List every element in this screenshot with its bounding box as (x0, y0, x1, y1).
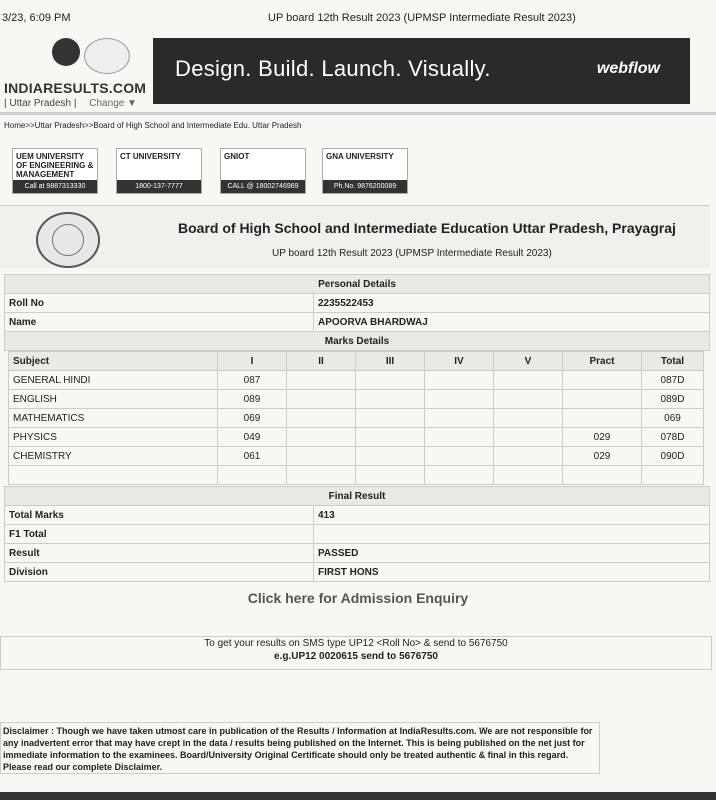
marks-cell (356, 371, 425, 390)
result-value: PASSED (314, 544, 710, 563)
marks-cell: 049 (218, 428, 287, 447)
marks-cell (218, 466, 287, 485)
marks-cell (287, 371, 356, 390)
banner-tagline: Design. Build. Launch. Visually. (175, 56, 491, 81)
col-pract: Pract (563, 352, 642, 371)
marks-cell (287, 447, 356, 466)
subject-cell: MATHEMATICS (9, 409, 218, 428)
marks-cell (642, 466, 704, 485)
ad-ct-university[interactable] (116, 148, 202, 194)
marks-cell: 069 (218, 409, 287, 428)
breadcrumb[interactable]: Home>>Uttar Pradesh>>Board of High School and Intermediate Edu. Uttar Pradesh (4, 121, 302, 130)
marks-cell (425, 466, 494, 485)
state-selector (4, 98, 137, 109)
marks-cell (356, 466, 425, 485)
table-row (9, 371, 704, 390)
roll-value: 2235522453 (314, 294, 710, 313)
col-subject: Subject (9, 352, 218, 371)
total-marks-value: 413 (314, 506, 710, 525)
marks-header-row (9, 352, 704, 371)
table-row (9, 447, 704, 466)
f1-total-label: F1 Total (5, 525, 314, 544)
ad-banner[interactable] (153, 38, 690, 104)
result-label: Result (5, 544, 314, 563)
col-i: I (218, 352, 287, 371)
marks-cell (356, 428, 425, 447)
final-result-table (4, 486, 710, 582)
table-row (9, 466, 704, 485)
ad-name: GNIOT (224, 152, 250, 161)
table-row (9, 428, 704, 447)
marks-cell (494, 428, 563, 447)
ad-footer: CALL @ 18002746969 (221, 180, 305, 193)
f1-total-value (314, 525, 710, 544)
marks-cell (425, 390, 494, 409)
subject-cell: ENGLISH (9, 390, 218, 409)
print-page-title: UP board 12th Result 2023 (UPMSP Intermediate Result 2023) (268, 12, 576, 24)
marks-cell (563, 409, 642, 428)
disclaimer: Disclaimer : Though we have taken utmost care in publication of the Results / Information at IndiaResults.com. We are not responsible for any inadvertent error that may have crept in the data / results being published on the Internet. This is being published on the net just for immediate information to the examinees. Board/University Original Certificate should only be treated authentic & final in this regard. Please read our complete Disclaimer. (0, 722, 600, 774)
board-subtitle: UP board 12th Result 2023 (UPMSP Intermediate Result 2023) (272, 248, 552, 259)
ad-row (12, 148, 412, 196)
marks-cell: 089 (218, 390, 287, 409)
marks-cell: 069 (642, 409, 704, 428)
marks-cell (494, 466, 563, 485)
subject-cell (9, 466, 218, 485)
site-header (0, 32, 716, 112)
col-iii: III (356, 352, 425, 371)
print-header (0, 0, 716, 30)
marks-cell: 029 (563, 428, 642, 447)
division-value: FIRST HONS (314, 563, 710, 582)
marks-cell (425, 371, 494, 390)
marks-cell (356, 409, 425, 428)
marks-cell (287, 466, 356, 485)
ad-footer: 1800-137-7777 (117, 180, 201, 193)
ad-gna-university[interactable] (322, 148, 408, 194)
logo-text: INDIARESULTS.COM (4, 80, 147, 96)
marks-cell (494, 409, 563, 428)
marks-cell (494, 447, 563, 466)
marks-cell (287, 390, 356, 409)
marks-cell (563, 466, 642, 485)
final-result-header: Final Result (5, 487, 710, 506)
board-header (0, 205, 710, 268)
marks-cell (287, 428, 356, 447)
total-marks-label: Total Marks (5, 506, 314, 525)
table-row (9, 390, 704, 409)
marks-details-header: Marks Details (5, 332, 710, 351)
board-title: Board of High School and Intermediate Education Uttar Pradesh, Prayagraj (178, 220, 676, 236)
marks-cell (356, 390, 425, 409)
ad-footer: Ph.No. 9876200089 (323, 180, 407, 193)
personal-details-table (4, 274, 710, 351)
marks-cell (563, 390, 642, 409)
division-label: Division (5, 563, 314, 582)
table-row (9, 409, 704, 428)
header-divider (0, 112, 716, 115)
marks-cell: 087 (218, 371, 287, 390)
name-value: APOORVA BHARDWAJ (314, 313, 710, 332)
marks-cell (494, 390, 563, 409)
subject-cell: GENERAL HINDI (9, 371, 218, 390)
ad-gniot[interactable] (220, 148, 306, 194)
marks-cell (425, 447, 494, 466)
print-timestamp: 3/23, 6:09 PM (2, 12, 71, 24)
marks-table (8, 351, 704, 485)
ad-name: UEM UNIVERSITY OF ENGINEERING & MANAGEMENT (16, 152, 94, 179)
marks-cell (563, 371, 642, 390)
roll-label: Roll No (5, 294, 314, 313)
marks-cell (425, 409, 494, 428)
site-logo[interactable] (4, 36, 147, 109)
bottom-edge (0, 792, 716, 800)
sms-info-box (0, 636, 712, 670)
logo-globe-icon (84, 38, 130, 74)
personal-details-header: Personal Details (5, 275, 710, 294)
board-seal-icon (36, 212, 100, 268)
logo-figure-icon (52, 38, 80, 66)
col-total: Total (642, 352, 704, 371)
ad-uem[interactable] (12, 148, 98, 194)
marks-cell: 089D (642, 390, 704, 409)
marks-body (9, 371, 704, 485)
change-state-link[interactable]: Change ▼ (89, 98, 137, 109)
marks-cell (356, 447, 425, 466)
marks-cell: 078D (642, 428, 704, 447)
ad-footer: Call at 9887313330 (13, 180, 97, 193)
subject-cell: CHEMISTRY (9, 447, 218, 466)
banner-brand: webflow (596, 60, 660, 77)
col-iv: IV (425, 352, 494, 371)
marks-cell (425, 428, 494, 447)
ad-name: GNA UNIVERSITY (326, 152, 394, 161)
marks-cell: 061 (218, 447, 287, 466)
marks-cell: 087D (642, 371, 704, 390)
marks-cell: 090D (642, 447, 704, 466)
sms-line-1: To get your results on SMS type UP12 <Roll No> & send to 5676750 (204, 638, 508, 649)
sms-line-2: e.g.UP12 0020615 send to 5676750 (274, 651, 438, 662)
subject-cell: PHYSICS (9, 428, 218, 447)
name-label: Name (5, 313, 314, 332)
admission-enquiry-link[interactable]: Click here for Admission Enquiry (247, 590, 469, 606)
state-label: | Uttar Pradesh | (4, 98, 77, 109)
ad-name: CT UNIVERSITY (120, 152, 181, 161)
marks-cell (287, 409, 356, 428)
col-ii: II (287, 352, 356, 371)
col-v: V (494, 352, 563, 371)
marks-cell: 029 (563, 447, 642, 466)
marks-cell (494, 371, 563, 390)
